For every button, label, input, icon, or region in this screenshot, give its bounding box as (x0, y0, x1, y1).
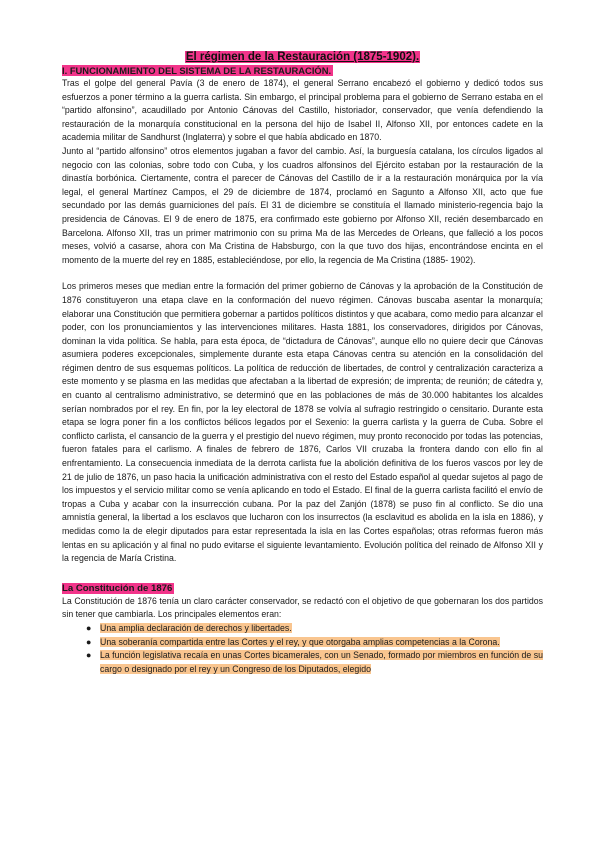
bullet-icon: ● (86, 622, 92, 633)
bullet-icon: ● (86, 636, 92, 647)
section-heading-funcionamiento: I. FUNCIONAMIENTO DEL SISTEMA DE LA RESTAURACIÓN. (62, 65, 332, 76)
constitution-intro: La Constitución de 1876 tenía un claro carácter conservador, se redactó con el objetivo de que gobernaran los dos partidos sin tener que cambiarla. Los principales elementos eran: (62, 595, 543, 620)
paragraph-gap (62, 267, 543, 280)
paragraph-2: Junto al “partido alfonsino” otros elementos jugaban a favor del cambio. Así, la burguesía catalana, los círculos ligados al negocio con las colonias, sobre todo con Cuba, y los cuadros alfonsinos del Ejército estaban por la restauración de la dinastía borbónica. Ciertamente, contra el parecer de Cánovas del Castillo de ir a la restauración monárquica por la vía legal, el general Martínez Campos, el 29 de diciembre de 1874, proclamó en Sagunto a Alfonso XII, acto que fue secundado por las demás guarniciones del país. El 31 de diciembre se constituía el llamado ministerio-regencia bajo la presidencia de Cánovas. El 9 de enero de 1875, era confirmado este gobierno por Alfonso XII, recién desembarcado en Barcelona. Alfonso XII, tras un primer matrimonio con su prima Ma de las Mercedes de Orleans, que falleció a los pocos meses, volvió a casarse, ahora con Ma Cristina de Habsburgo, con la que tuvo dos hijas, encontrándose encinta en el momento de la muerte del rey en 1885, estableciéndose, por ello, la regencia de Ma Cristina (1885- 1902). (62, 145, 543, 265)
list-item: ● La función legislativa recaía en unas Cortes bicamerales, con un Senado, formado por miembros en función de su cargo o designado por el rey y un Congreso de los Diputados, elegido (86, 650, 543, 674)
section-heading-constitucion: La Constitución de 1876 (62, 582, 173, 594)
constitution-elements-list (62, 622, 543, 676)
document-title: El régimen de la Restauración (1875-1902). (185, 51, 420, 63)
document-page (62, 50, 543, 676)
bullet-icon: ● (86, 650, 92, 661)
list-item: ● Una soberanía compartida entre las Cortes y el rey, y que otorgaba amplias competencias a la Corona. (62, 636, 543, 650)
paragraph-1: Tras el golpe del general Pavía (3 de enero de 1874), el general Serrano encabezó el gobierno y dedicó todos sus esfuerzos a poner término a la guerra carlista. Sin embargo, el principal problema para el gobierno de Serrano estaba en el “partido alfonsino”, acaudillado por Antonio Cánovas del Castillo, historiador, conservador, que venía defendiendo la restauración de la monarquía constitucional en la persona del hijo de Isabel II, Alfonso XII, por entonces cadete en la academia militar de Sandhurst (Inglaterra) y sobre el que había abdicado en 1870. (62, 78, 543, 143)
section-gap (62, 566, 543, 583)
list-item: ● Una amplia declaración de derechos y libertades. (62, 622, 543, 636)
paragraph-3: Los primeros meses que median entre la formación del primer gobierno de Cánovas y la aprobación de la Constitución de 1876 constituyeron una etapa clave en la conformación del nuevo régimen. Cánovas buscaba asentar la monarquía; elaborar una Constitución que permitiera gobernar a partidos políticos distintos y que acabara, como medio para alcanzar el poder, con los pronunciamientos y las intervenciones militares. Hasta 1881, los conservadores, dirigidos por Cánovas, dominan la vida política. Se habla, para esta época, de “dictadura de Cánovas”, aunque ello no quiere decir que Cánovas asumiera poderes excepcionales, simplemente durante esta etapa Cánovas centra su atención en la consolidación del régimen dentro de sus esquemas políticos. La política de reducción de libertades, de control y centralización caracteriza a este momento y se plasma en las medidas que afectaban a la libertad de expresión; de imprenta; de reunión; de cátedra y, en cuanto al centralismo administrativo, se determinó que en las poblaciones de más de 30.000 habitantes los alcaldes serían nombrados por el rey. En fin, por la ley electoral de 1878 se volvía al sufragio restringido o censitario. Durante esta etapa se logra poner fin a los conflictos bélicos legados por el Sexenio: la guerra carlista y la guerra de Cuba. Sobre el conflicto carlista, el cansancio de la guerra y el prestigio del nuevo régimen, muy pronto reconocido por todas las potencias, fueron fatales para el carlismo. A finales de febrero de 1876, Carlos VII cruzaba la frontera dando con ello fin al enfrentamiento. La consecuencia inmediata de la derrota carlista fue la abolición definitiva de los fueros vascos por ley de 21 de julio de 1876, un paso hacia la unificación administrativa con el resto del Estado español al quedar sujetos al pago de los impuestos y el servicio militar como se venía aplicando en todo el Estado. El final de la guerra carlista facilitó el envío de tropas a Cuba y acabar con la insurrección cubana. Por la paz del Zanjón (1878) se puso fin al conflicto. Se dio una amnistía general, la libertad a los esclavos que lucharon con los insurrectos (la esclavitud es abolida en la isla en 1886), y medidas como la de elegir diputados para estar representada la isla en las Cortes españolas; otras reformas fueron más lentas en su aplicación y al final no pudo evitarse el siguiente levantamiento. Evolución política del reinado de Alfonso XII y la regencia de María Cristina. (62, 281, 543, 564)
